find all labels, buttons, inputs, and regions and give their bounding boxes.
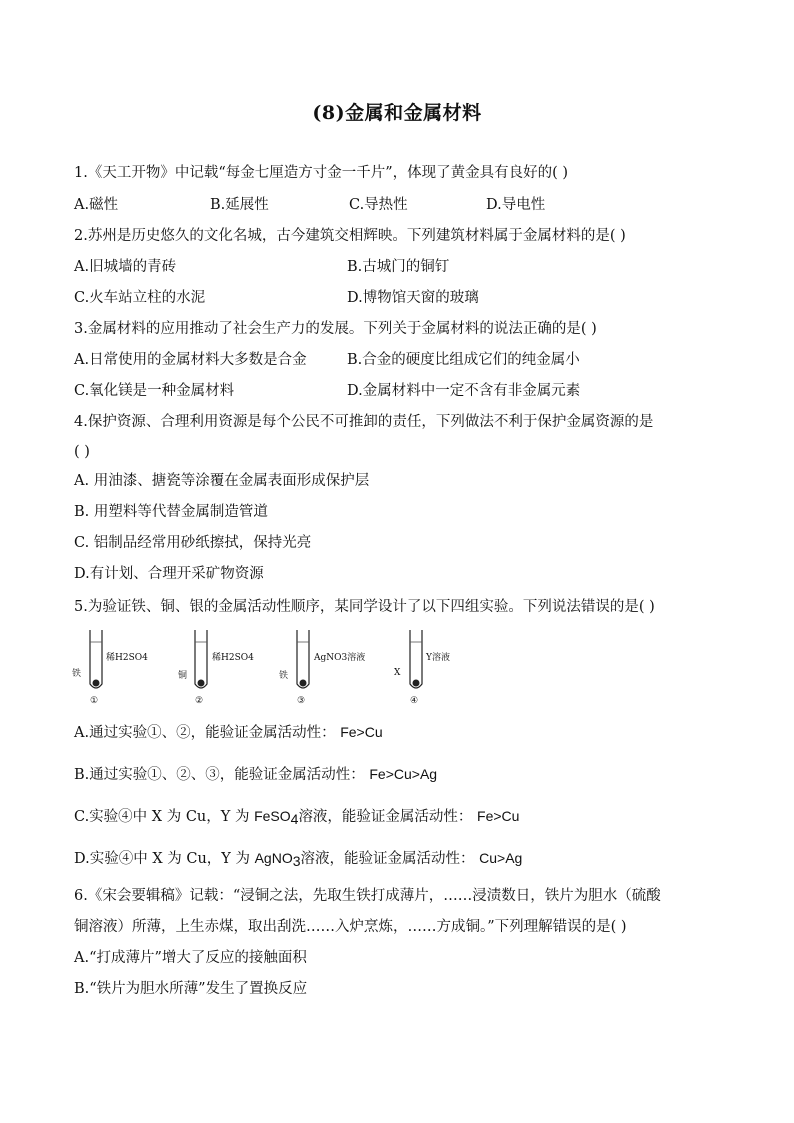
q5-option-c-chem: FeSO (254, 808, 291, 824)
tube-3-metal: 铁 (279, 671, 289, 681)
tube-4-solution: Y溶液 (426, 653, 450, 663)
test-tube-icon (295, 630, 311, 694)
tube-3-number: ③ (297, 696, 306, 706)
tube-4-metal: X (394, 668, 401, 678)
test-tube-icon (193, 630, 209, 694)
q4-option-a: A. 用油漆、搪瓷等涂覆在金属表面形成保护层 (74, 473, 370, 489)
q5-option-a-formula: Fe>Cu (340, 724, 383, 740)
q4-option-d: D.有计划、合理开采矿物资源 (74, 566, 264, 582)
q5-option-b (74, 764, 437, 785)
q2-option-d: D.博物馆天窗的玻璃 (347, 290, 479, 306)
tube-3-solution: AgNO3溶液 (314, 653, 366, 663)
q2-stem: 2.苏州是历史悠久的文化名城，古今建筑交相辉映。下列建筑材料属于金属材料的是( ) (74, 228, 626, 244)
q2-option-b: B.古城门的铜钉 (347, 259, 450, 275)
q5-option-d-mid: 溶液，能验证金属活动性： (300, 851, 475, 867)
q5-option-c-mid: 溶液，能验证金属活动性： (298, 809, 473, 825)
q4-stem: 4.保护资源、合理利用资源是每个公民不可推卸的责任，下列做法不利于保护金属资源的是 (74, 414, 654, 430)
test-tube-icon (88, 630, 104, 694)
q5-stem: 5.为验证铁、铜、银的金属活动性顺序，某同学设计了以下四组实验。下列说法错误的是( ) (74, 599, 655, 615)
q5-option-a (74, 722, 383, 743)
experiment-figure (70, 630, 490, 710)
tube-1-number: ① (90, 696, 99, 706)
q4-stem-cont: ( ) (74, 444, 90, 460)
q5-option-d (74, 848, 522, 871)
tube-4-number: ④ (410, 696, 419, 706)
q1-option-b: B.延展性 (210, 197, 269, 213)
q3-stem: 3.金属材料的应用推动了社会生产力的发展。下列关于金属材料的说法正确的是( ) (74, 321, 597, 337)
q4-option-c: C. 铝制品经常用砂纸擦拭，保持光亮 (74, 535, 312, 551)
q3-option-b: B.合金的硬度比组成它们的纯金属小 (347, 352, 580, 368)
q3-option-a: A.日常使用的金属材料大多数是合金 (74, 352, 307, 368)
q5-option-d-formula: Cu>Ag (479, 850, 523, 866)
q1-option-d: D.导电性 (486, 197, 546, 213)
q1-option-a: A.磁性 (74, 197, 119, 213)
tube-2-metal: 铜 (178, 671, 188, 681)
q3-option-c: C.氧化镁是一种金属材料 (74, 383, 235, 399)
q5-option-a-text: A.通过实验①、②，能验证金属活动性： (74, 725, 336, 741)
q6-option-b: B.“铁片为胆水所薄”发生了置换反应 (74, 981, 308, 997)
q5-option-d-sub: 3 (292, 853, 301, 869)
q5-option-b-formula: Fe>Cu>Ag (369, 766, 438, 782)
q2-option-a: A.旧城墙的青砖 (74, 259, 177, 275)
q1-option-c: C.导热性 (349, 197, 408, 213)
q2-option-c: C.火车站立柱的水泥 (74, 290, 206, 306)
q5-option-c-sub: 4 (290, 811, 299, 827)
q6-stem-cont: 铜溶液）所薄，上生赤煤，取出刮洗……入炉烹炼，……方成铜。”下列理解错误的是( ) (74, 919, 627, 935)
tube-1-solution: 稀H2SO4 (106, 653, 148, 663)
q5-option-b-text: B.通过实验①、②、③，能验证金属活动性： (74, 767, 365, 783)
q5-option-d-pre: D.实验④中 X 为 Cu，Y 为 (74, 851, 255, 867)
page-title: (8)金属和金属材料 (312, 102, 482, 124)
q5-option-d-chem: AgNO (254, 850, 293, 866)
q1-stem: 1.《天工开物》中记载“每金七厘造方寸金一千片”，体现了黄金具有良好的( ) (74, 165, 569, 181)
q4-option-b: B. 用塑料等代替金属制造管道 (74, 504, 268, 520)
tube-2-number: ② (195, 696, 204, 706)
tube-1-metal: 铁 (72, 669, 82, 679)
q6-stem: 6.《宋会要辑稿》记载：“浸铜之法，先取生铁打成薄片，……浸渍数日，铁片为胆水（硫酸 (74, 888, 661, 904)
q5-option-c (74, 806, 519, 829)
test-tube-icon (408, 630, 424, 694)
q3-option-d: D.金属材料中一定不含有非金属元素 (347, 383, 581, 399)
q5-option-c-pre: C.实验④中 X 为 Cu，Y 为 (74, 809, 255, 825)
tube-2-solution: 稀H2SO4 (212, 653, 254, 663)
q6-option-a: A.“打成薄片”增大了反应的接触面积 (74, 950, 307, 966)
q5-option-c-formula: Fe>Cu (477, 808, 520, 824)
